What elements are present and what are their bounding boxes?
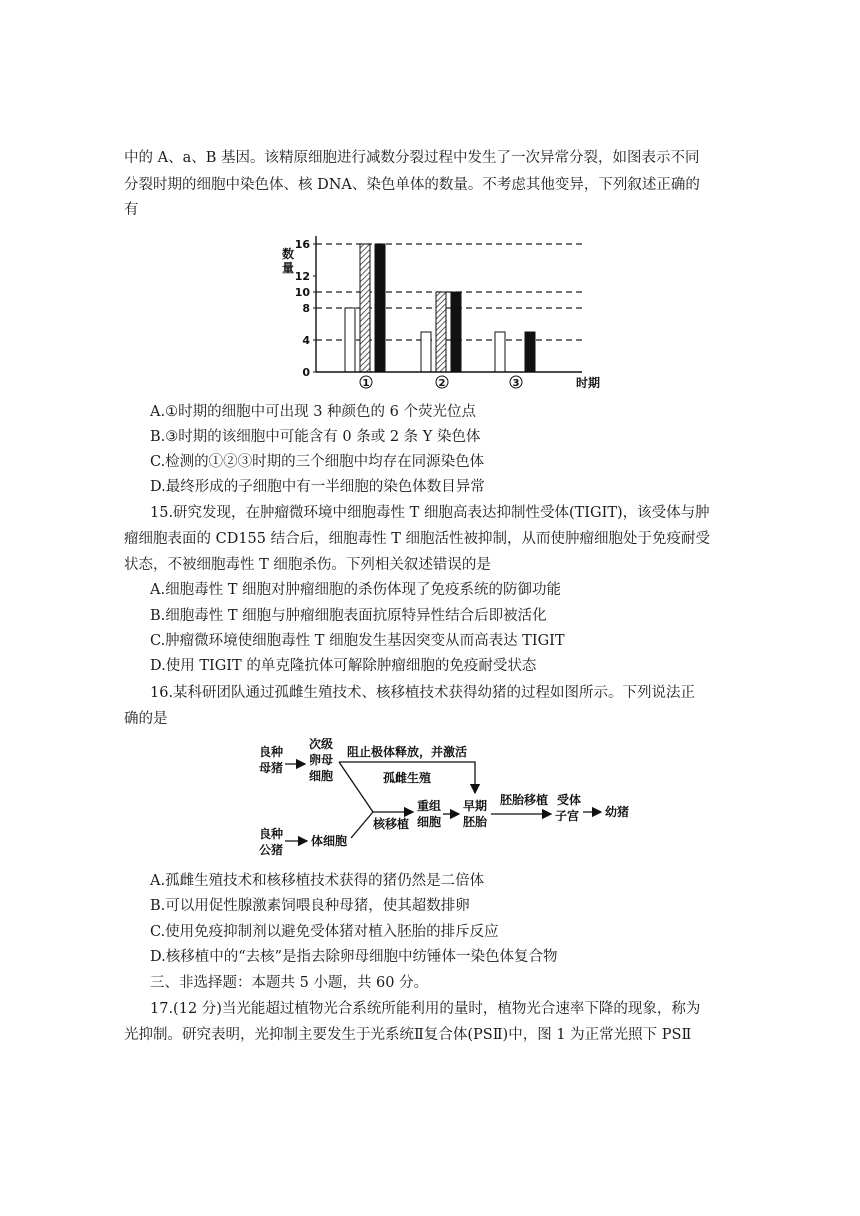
q14-option-d: D.最终形成的子细胞中有一半细胞的染色体数目异常 xyxy=(150,479,485,495)
bar-series1-2 xyxy=(421,332,431,372)
nuclear-transfer-label: 核移植 xyxy=(373,817,410,831)
q16-option-d: D.核移植中的“去核”是指去除卵母细胞中纺锤体一染色体复合物 xyxy=(150,949,558,965)
bar-series3-2 xyxy=(451,292,461,372)
recipient-uterus-label-1: 受体 xyxy=(557,793,582,807)
bar-series3-3 xyxy=(525,332,535,372)
parthenogenesis-label: 孤雌生殖 xyxy=(383,771,432,785)
boar-label-1: 良种 xyxy=(259,827,284,841)
y-tick-8: 8 xyxy=(302,302,310,315)
recipient-uterus-label-2: 子宫 xyxy=(555,809,580,823)
q15-stem-line-2: 瘤细胞表面的 CD155 结合后，细胞毒性 T 细胞活性被抑制，从而使肿瘤细胞处于免疫耐受 xyxy=(124,531,711,547)
q16-option-c: C.使用免疫抑制剂以避免受体猪对植入胚胎的排斥反应 xyxy=(150,924,499,940)
boar-label-2: 公猪 xyxy=(259,843,284,857)
bar-series2-2 xyxy=(436,292,446,372)
bar-series1-1 xyxy=(345,308,355,372)
bar-series2-1 xyxy=(360,244,370,372)
early-embryo-label-1: 早期 xyxy=(463,799,488,813)
q15-option-a: A.细胞毒性 T 细胞对肿瘤细胞的杀伤体现了免疫系统的防御功能 xyxy=(150,582,561,598)
line-oocyte-to-transfer xyxy=(339,762,373,812)
q15-stem-line-3: 状态，不被细胞毒性 T 细胞杀伤。下列相关叙述错误的是 xyxy=(124,557,491,573)
block-polar-body-label: 阻止极体释放，并激活 xyxy=(347,745,468,759)
q15-stem-line-1: 15.研究发现，在肿瘤微环境中细胞毒性 T 细胞高表达抑制性受体(TIGIT)，该受体与肿 xyxy=(150,505,710,521)
y-axis-label-char-1: 数 xyxy=(281,247,295,261)
intro-line-1: 中的 A、a、B 基因。该精原细胞进行减数分裂过程中发生了一次异常分裂，如图表示不同 xyxy=(124,150,700,166)
bar-series3-1 xyxy=(375,244,385,372)
q16-stem-line-2: 确的是 xyxy=(124,711,168,727)
q17-stem-line-2: 光抑制。研究表明，光抑制主要发生于光系统Ⅱ复合体(PSⅡ)中，图 1 为正常光照下 PSⅡ xyxy=(124,1027,692,1043)
oocyte-label-2: 卵母 xyxy=(309,753,334,767)
bar-chart xyxy=(270,230,610,395)
y-axis-label-char-2: 量 xyxy=(281,261,295,275)
q15-option-c: C.肿瘤微环境使细胞毒性 T 细胞发生基因突变从而高表达 TIGIT xyxy=(150,633,565,649)
x-axis-label: 时期 xyxy=(575,376,600,390)
y-tick-16: 16 xyxy=(294,238,310,251)
somatic-cell-label: 体细胞 xyxy=(311,834,348,848)
sow-label-2: 母猪 xyxy=(259,761,284,775)
oocyte-label-3: 细胞 xyxy=(309,769,334,783)
embryo-transfer-label: 胚胎移植 xyxy=(500,793,549,807)
q14-option-a: A.①时期的细胞中可出现 3 种颜色的 6 个荧光位点 xyxy=(150,404,476,420)
q14-option-b: B.③时期的该细胞中可能含有 0 条或 2 条 Y 染色体 xyxy=(150,429,481,445)
y-tick-10: 10 xyxy=(294,286,310,299)
y-tick-4: 4 xyxy=(302,334,310,347)
sow-label-1: 良种 xyxy=(259,745,284,759)
x-tick-1: 1 xyxy=(362,378,370,389)
q17-stem-line-1: 17.(12 分)当光能超过植物光合系统所能利用的量时，植物光合速率下降的现象，称为 xyxy=(150,1001,701,1017)
q15-option-d: D.使用 TIGIT 的单克隆抗体可解除肿瘤细胞的免疫耐受状态 xyxy=(150,658,537,674)
oocyte-label-1: 次级 xyxy=(309,738,334,751)
intro-line-2: 分裂时期的细胞中染色体、核 DNA、染色单体的数量。不考虑其他变异，下列叙述正确的 xyxy=(124,177,700,193)
cloning-flow-diagram xyxy=(255,738,655,863)
recombinant-cell-label-2: 细胞 xyxy=(417,815,442,829)
y-tick-12: 12 xyxy=(294,270,310,283)
bar-series1-3 xyxy=(495,332,505,372)
q16-option-b: B.可以用促性腺激素饲喂良种母猪，使其超数排卵 xyxy=(150,898,470,914)
piglet-label: 幼猪 xyxy=(605,805,630,819)
section-3-heading: 三、非选择题：本题共 5 小题，共 60 分。 xyxy=(150,975,429,991)
q16-stem-line-1: 16.某科研团队通过孤雌生殖技术、核移植技术获得幼猪的过程如图所示。下列说法正 xyxy=(150,685,696,701)
q14-option-c: C.检测的①②③时期的三个细胞中均存在同源染色体 xyxy=(150,454,485,470)
y-tick-0: 0 xyxy=(302,366,310,379)
x-tick-2: 2 xyxy=(438,378,446,389)
q16-option-a: A.孤雌生殖技术和核移植技术获得的猪仍然是二倍体 xyxy=(150,873,485,889)
recombinant-cell-label-1: 重组 xyxy=(417,799,442,813)
early-embryo-label-2: 胚胎 xyxy=(463,815,488,829)
line-somatic-to-transfer xyxy=(351,812,373,838)
q15-option-b: B.细胞毒性 T 细胞与肿瘤细胞表面抗原特异性结合后即被活化 xyxy=(150,608,547,624)
intro-line-3: 有 xyxy=(124,202,139,218)
x-tick-3: 3 xyxy=(512,378,520,389)
